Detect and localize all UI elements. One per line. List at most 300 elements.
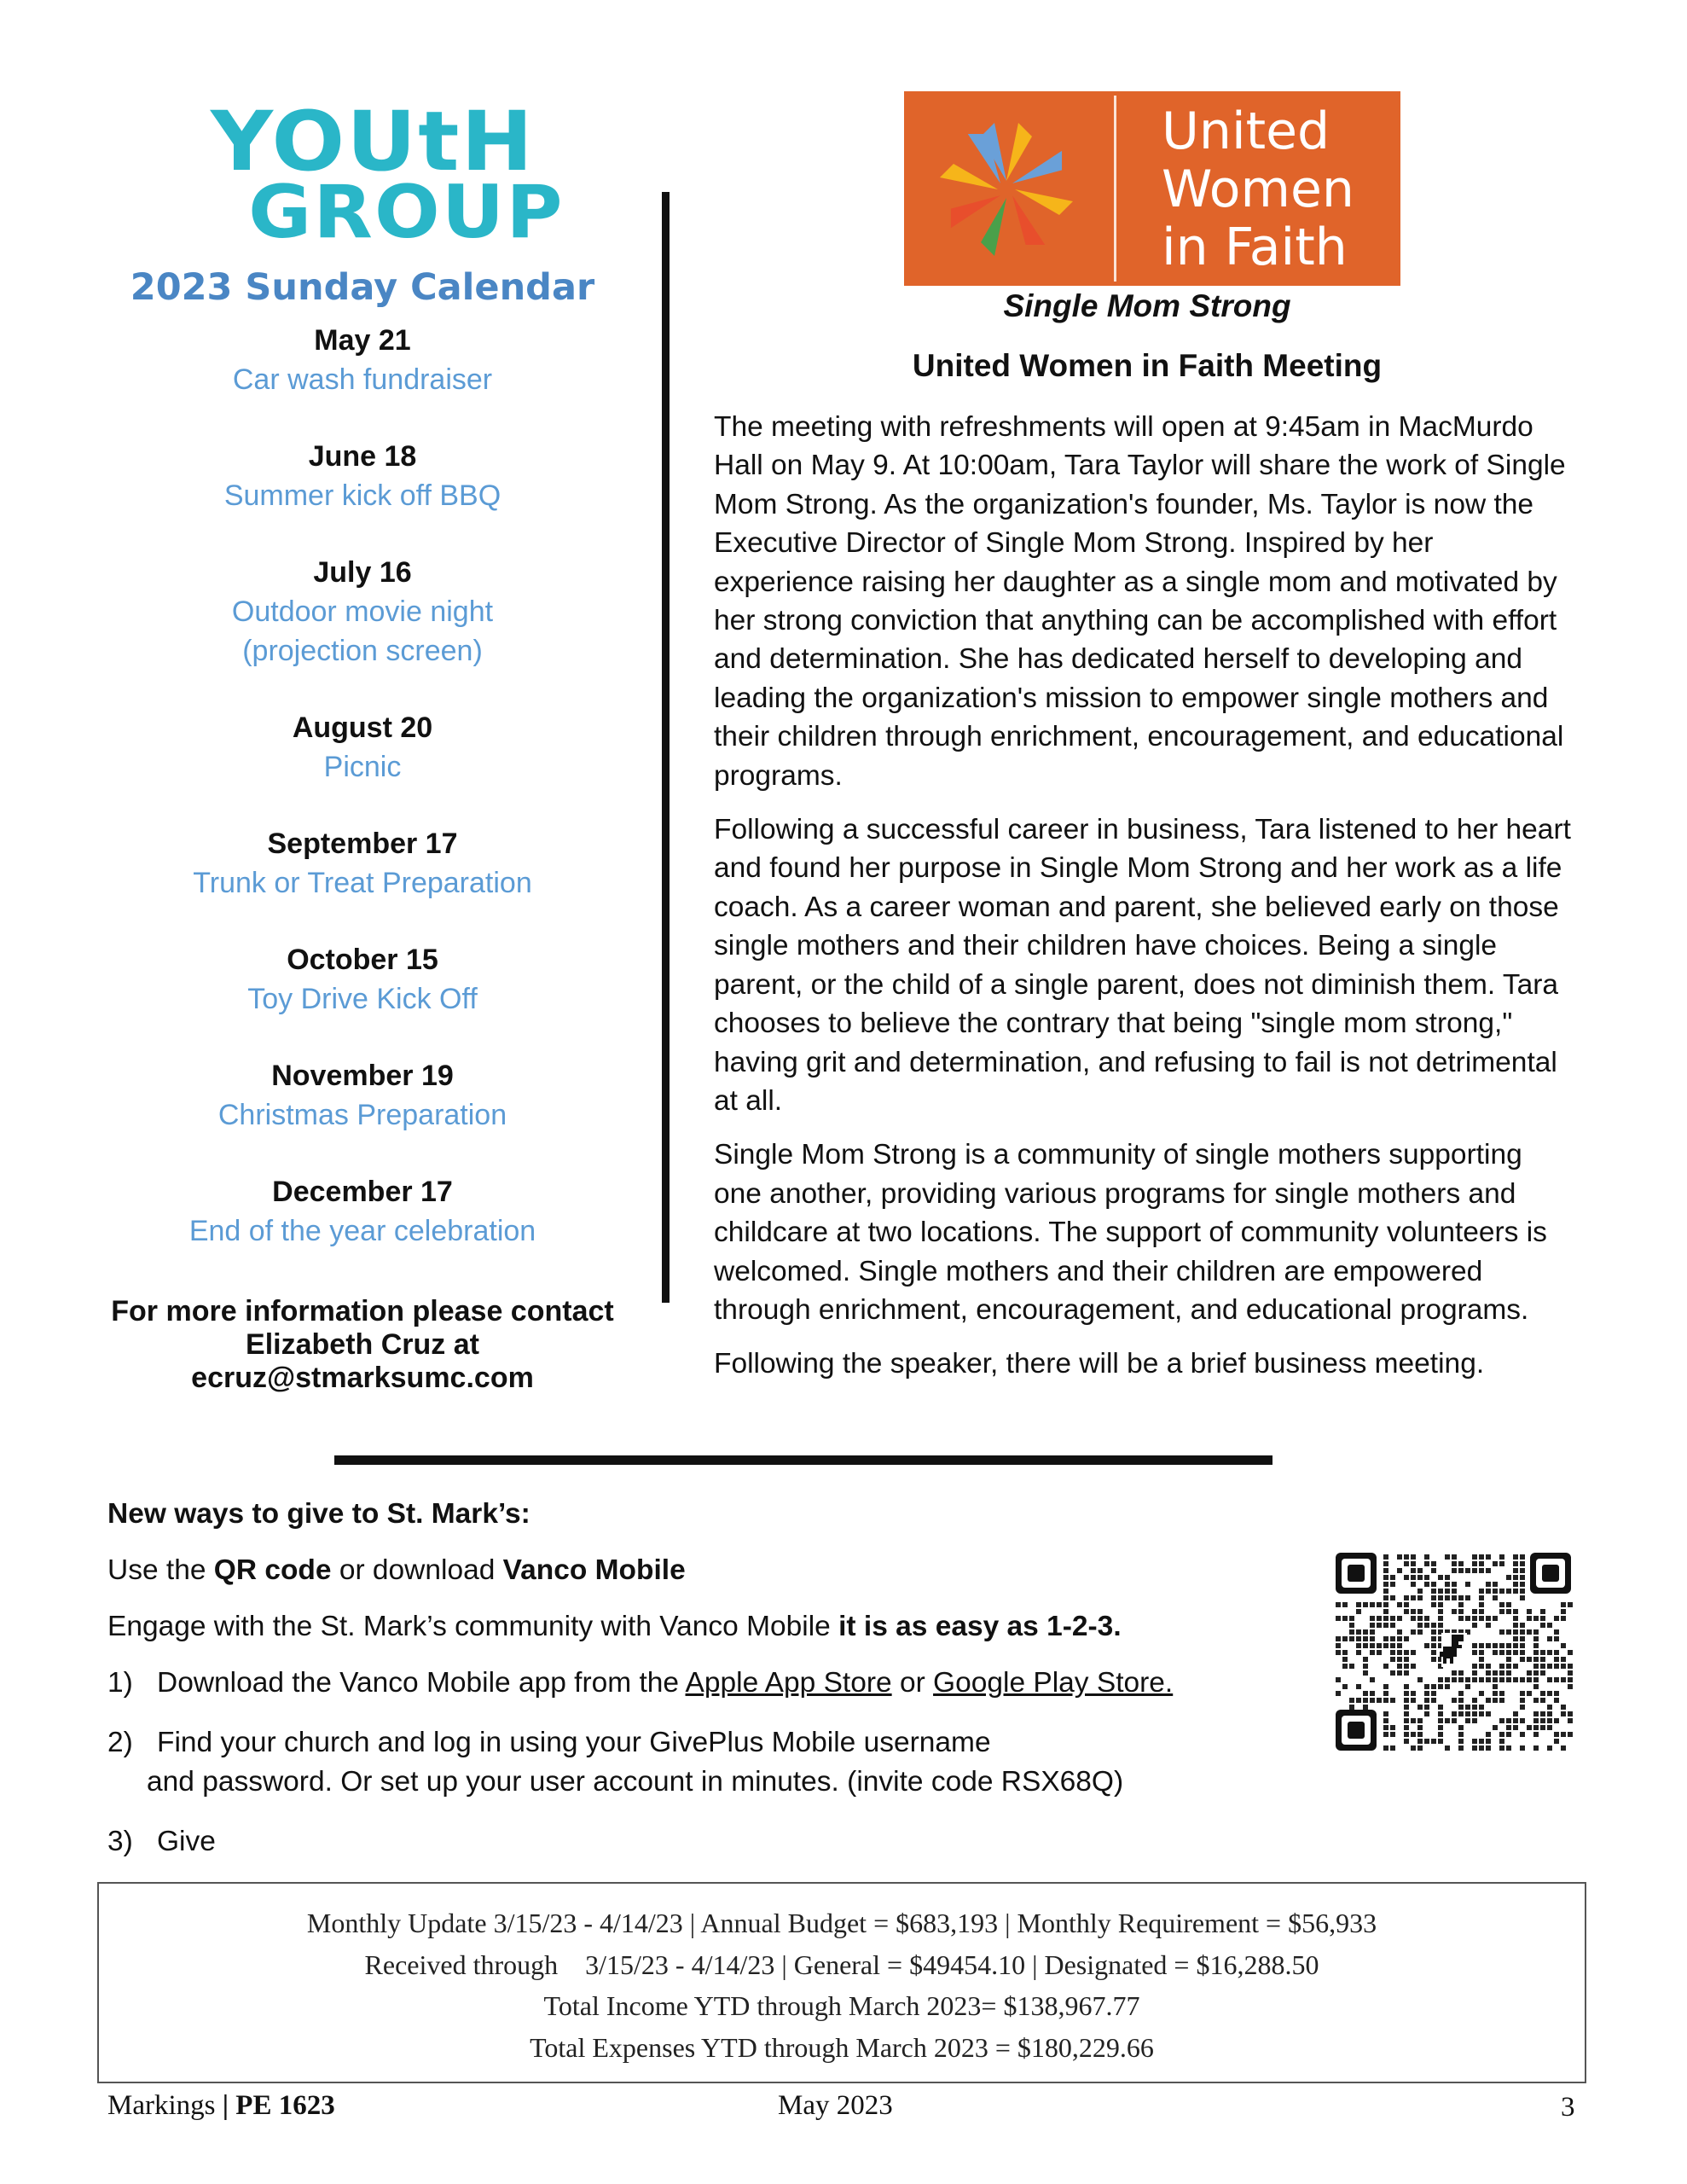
qr-module [1520, 1589, 1525, 1594]
giving-step-3 [107, 1822, 216, 1862]
qr-module [1404, 1595, 1409, 1600]
qr-module [1390, 1725, 1395, 1730]
qr-module [1472, 1670, 1477, 1676]
qr-module [1431, 1691, 1436, 1696]
qr-module [1486, 1623, 1491, 1628]
qr-module [1533, 1643, 1539, 1648]
text: Download the Vanco Mobile app from the [157, 1667, 686, 1699]
qr-module [1452, 1609, 1457, 1614]
qr-module [1486, 1739, 1491, 1744]
qr-module [1520, 1595, 1525, 1600]
calendar-date: September 17 [267, 828, 458, 860]
qr-module [1479, 1554, 1484, 1560]
qr-module [1411, 1561, 1416, 1566]
qr-module [1554, 1664, 1559, 1669]
qr-module [1493, 1582, 1498, 1587]
qr-module [1404, 1554, 1409, 1560]
qr-module [1568, 1732, 1573, 1737]
qr-module [1472, 1745, 1477, 1751]
qr-module [1547, 1745, 1552, 1751]
qr-module [1370, 1629, 1375, 1635]
qr-module [1554, 1629, 1559, 1635]
qr-module [1411, 1582, 1416, 1587]
qr-module [1336, 1643, 1341, 1648]
qr-module [1452, 1698, 1457, 1703]
qr-module [1383, 1664, 1388, 1669]
qr-module [1404, 1650, 1409, 1655]
uwf-article [714, 408, 1575, 1399]
qr-code-label: QR code [213, 1554, 332, 1586]
qr-module [1527, 1677, 1532, 1682]
vanco-mobile-label: Vanco Mobile [502, 1554, 686, 1586]
qr-module [1363, 1705, 1368, 1710]
qr-module [1458, 1602, 1464, 1607]
apple-app-store-link[interactable]: Apple App Store [685, 1667, 892, 1699]
qr-module [1506, 1629, 1511, 1635]
qr-module [1424, 1561, 1429, 1566]
qr-module [1417, 1623, 1423, 1628]
qr-module [1506, 1657, 1511, 1662]
qr-module [1411, 1718, 1416, 1723]
qr-module [1479, 1705, 1484, 1710]
qr-module [1472, 1568, 1477, 1573]
qr-module [1479, 1602, 1484, 1607]
qr-module [1349, 1636, 1354, 1641]
qr-module [1383, 1602, 1388, 1607]
qr-module [1383, 1609, 1388, 1614]
qr-module [1486, 1568, 1491, 1573]
qr-module [1349, 1623, 1354, 1628]
qr-module [1493, 1684, 1498, 1689]
qr-module [1520, 1691, 1525, 1696]
qr-module [1404, 1711, 1409, 1716]
qr-module [1479, 1589, 1484, 1594]
qr-module [1397, 1657, 1402, 1662]
qr-module [1506, 1725, 1511, 1730]
qr-module [1499, 1602, 1504, 1607]
qr-module [1356, 1698, 1361, 1703]
qr-module [1561, 1677, 1566, 1682]
qr-module [1458, 1595, 1464, 1600]
qr-module [1533, 1629, 1539, 1635]
qr-module [1397, 1650, 1402, 1655]
qr-module [1513, 1643, 1518, 1648]
qr-module [1431, 1698, 1436, 1703]
qr-module [1431, 1602, 1436, 1607]
calendar-date: May 21 [314, 324, 411, 357]
calendar-item [0, 824, 725, 903]
qr-module [1520, 1698, 1525, 1703]
qr-module [1554, 1650, 1559, 1655]
qr-module [1540, 1650, 1545, 1655]
qr-module [1383, 1745, 1388, 1751]
qr-module [1438, 1677, 1443, 1682]
qr-module [1486, 1677, 1491, 1682]
qr-module [1540, 1623, 1545, 1628]
qr-module [1404, 1670, 1409, 1676]
qr-module [1520, 1745, 1525, 1751]
qr-module [1568, 1718, 1573, 1723]
qr-module [1479, 1561, 1484, 1566]
uwf-heading: United Women in Faith Meeting [912, 348, 1383, 383]
qr-module [1458, 1691, 1464, 1696]
qr-module [1540, 1664, 1545, 1669]
qr-module [1499, 1643, 1504, 1648]
calendar-list [0, 321, 725, 1288]
contact-name: Elizabeth Cruz at [246, 1328, 479, 1361]
uwf-logo-line: United [1162, 102, 1330, 161]
qr-module [1533, 1745, 1539, 1751]
qr-module [1336, 1616, 1341, 1621]
qr-module [1554, 1657, 1559, 1662]
page-number: 3 [1561, 2092, 1575, 2123]
qr-module [1383, 1636, 1388, 1641]
qr-module [1438, 1616, 1443, 1621]
qr-module [1424, 1711, 1429, 1716]
footer-publication [107, 2090, 335, 2122]
qr-module [1513, 1554, 1518, 1560]
qr-code-icon[interactable] [1332, 1551, 1574, 1756]
google-play-store-link[interactable]: Google Play Store. [933, 1667, 1174, 1699]
qr-module [1506, 1609, 1511, 1614]
qr-module [1472, 1677, 1477, 1682]
qr-module [1513, 1575, 1518, 1580]
qr-module [1499, 1732, 1504, 1737]
qr-module [1472, 1711, 1477, 1716]
qr-module [1349, 1664, 1354, 1669]
qr-module [1349, 1616, 1354, 1621]
qr-module [1342, 1602, 1348, 1607]
qr-module [1506, 1670, 1511, 1676]
qr-module [1513, 1677, 1518, 1682]
qr-module [1554, 1616, 1559, 1621]
qr-module [1438, 1589, 1443, 1594]
qr-module [1363, 1643, 1368, 1648]
qr-module [1506, 1745, 1511, 1751]
qr-module [1349, 1698, 1354, 1703]
qr-module [1547, 1718, 1552, 1723]
qr-module [1397, 1568, 1402, 1573]
qr-module [1390, 1636, 1395, 1641]
qr-module [1417, 1745, 1423, 1751]
qr-module [1390, 1623, 1395, 1628]
calendar-item [0, 321, 725, 399]
qr-module [1370, 1623, 1375, 1628]
qr-module [1424, 1705, 1429, 1710]
qr-module [1397, 1636, 1402, 1641]
qr-module [1499, 1745, 1504, 1751]
qr-module [1499, 1609, 1504, 1614]
qr-module [1383, 1595, 1388, 1600]
qr-module [1390, 1670, 1395, 1676]
calendar-event: Summer kick off BBQ [223, 479, 501, 512]
qr-module [1479, 1568, 1484, 1573]
qr-module [1452, 1670, 1457, 1676]
qr-module [1472, 1698, 1477, 1703]
article-paragraph: Following the speaker, there will be a brief business meeting. [714, 1348, 1485, 1380]
qr-module [1417, 1725, 1423, 1730]
qr-module [1568, 1677, 1573, 1682]
qr-module [1431, 1643, 1436, 1648]
qr-module [1370, 1677, 1375, 1682]
qr-module [1513, 1582, 1518, 1587]
qr-module [1513, 1636, 1518, 1641]
text: or [891, 1667, 934, 1699]
qr-module [1417, 1609, 1423, 1614]
qr-module [1554, 1698, 1559, 1703]
qr-module [1445, 1582, 1450, 1587]
giving-step-2-cont: and password. Or set up your user account in minutes. (invite code RSX68Q) [147, 1766, 1124, 1798]
qr-module [1465, 1568, 1470, 1573]
text: Give [157, 1826, 216, 1857]
qr-module [1547, 1725, 1552, 1730]
summary-line: Total Income YTD through March 2023= $138,967.77 [543, 1990, 1140, 2021]
qr-module [1554, 1636, 1559, 1641]
qr-module [1520, 1636, 1525, 1641]
qr-module [1540, 1670, 1545, 1676]
qr-module [1458, 1677, 1464, 1682]
qr-module [1342, 1650, 1348, 1655]
qr-module [1383, 1554, 1388, 1560]
qr-module [1424, 1623, 1429, 1628]
qr-module [1513, 1718, 1518, 1723]
qr-module [1370, 1643, 1375, 1648]
qr-module [1540, 1698, 1545, 1703]
qr-module [1568, 1664, 1573, 1669]
qr-module [1533, 1664, 1539, 1669]
qr-module [1554, 1739, 1559, 1744]
qr-module [1431, 1623, 1436, 1628]
qr-module [1520, 1629, 1525, 1635]
qr-module [1404, 1664, 1409, 1669]
qr-module [1336, 1677, 1341, 1682]
qr-module [1383, 1711, 1388, 1716]
qr-module [1554, 1677, 1559, 1682]
qr-module [1547, 1664, 1552, 1669]
qr-module [1527, 1629, 1532, 1635]
summary-line: Monthly Update 3/15/23 - 4/14/23 | Annual Budget = $683,193 | Monthly Requirement = $56,933 [306, 1908, 1377, 1938]
qr-module [1452, 1589, 1457, 1594]
qr-module [1404, 1636, 1409, 1641]
qr-module [1336, 1691, 1341, 1696]
giving-step-1 [107, 1664, 1173, 1703]
qr-module [1547, 1677, 1552, 1682]
qr-module [1363, 1670, 1368, 1676]
qr-module [1438, 1595, 1443, 1600]
qr-module [1390, 1582, 1395, 1587]
qr-module [1431, 1629, 1436, 1635]
qr-module [1424, 1575, 1429, 1580]
qr-module [1342, 1664, 1348, 1669]
qr-module [1479, 1664, 1484, 1669]
qr-module [1445, 1575, 1450, 1580]
qr-module [1411, 1650, 1416, 1655]
qr-module [1499, 1650, 1504, 1655]
calendar-item [0, 1056, 725, 1135]
step-number: 3) [107, 1826, 133, 1857]
qr-module [1561, 1609, 1566, 1614]
section-divider [334, 1455, 1272, 1465]
logo-line-youth: YOUtH [210, 94, 535, 189]
qr-module [1486, 1664, 1491, 1669]
qr-module [1424, 1554, 1429, 1560]
qr-module [1363, 1629, 1368, 1635]
step-number: 2) [107, 1727, 133, 1758]
qr-module [1356, 1643, 1361, 1648]
qr-module [1452, 1595, 1457, 1600]
qr-module [1561, 1643, 1566, 1648]
qr-module [1561, 1664, 1566, 1669]
qr-module [1438, 1732, 1443, 1737]
qr-module [1472, 1561, 1477, 1566]
qr-module [1417, 1589, 1423, 1594]
qr-module [1370, 1691, 1375, 1696]
qr-module [1404, 1691, 1409, 1696]
qr-module [1370, 1698, 1375, 1703]
qr-module [1486, 1589, 1491, 1594]
qr-module [1499, 1691, 1504, 1696]
giving-line-qr [107, 1551, 686, 1590]
giving-line-engage [107, 1607, 1122, 1647]
qr-module [1465, 1595, 1470, 1600]
qr-module [1472, 1554, 1477, 1560]
qr-module [1370, 1650, 1375, 1655]
qr-module [1493, 1595, 1498, 1600]
qr-module [1506, 1589, 1511, 1594]
uwf-logo-line: Women [1162, 160, 1354, 219]
step-number: 1) [107, 1667, 133, 1699]
qr-module [1506, 1664, 1511, 1669]
qr-module [1479, 1616, 1484, 1621]
qr-module [1499, 1589, 1504, 1594]
qr-module [1520, 1623, 1525, 1628]
qr-module [1493, 1616, 1498, 1621]
qr-module [1342, 1616, 1348, 1621]
qr-module [1506, 1718, 1511, 1723]
qr-module [1438, 1684, 1443, 1689]
qr-module [1499, 1629, 1504, 1635]
qr-module [1438, 1739, 1443, 1744]
qr-module [1342, 1636, 1348, 1641]
qr-module [1438, 1575, 1443, 1580]
qr-module [1370, 1636, 1375, 1641]
qr-module [1513, 1711, 1518, 1716]
qr-module [1527, 1657, 1532, 1662]
qr-module [1479, 1650, 1484, 1655]
qr-module [1431, 1582, 1436, 1587]
article-paragraph: Single Mom Strong is a community of single mothers supporting one another, providing various programs for single mothers and childcare at two locations. The support of community volunteers is welcomed. Single mothers and their children are empowered through enrichment, encouragement, and educational programs. [714, 1139, 1547, 1326]
qr-module [1390, 1643, 1395, 1648]
qr-module [1363, 1691, 1368, 1696]
qr-module [1513, 1664, 1518, 1669]
qr-module [1445, 1718, 1450, 1723]
qr-module [1554, 1691, 1559, 1696]
giving-step-2 [107, 1723, 991, 1763]
qr-module [1452, 1677, 1457, 1682]
qr-module [1472, 1643, 1477, 1648]
qr-module [1458, 1568, 1464, 1573]
giving-title: New ways to give to St. Mark’s: [107, 1498, 530, 1530]
qr-module [1499, 1561, 1504, 1566]
qr-module [1458, 1609, 1464, 1614]
qr-module [1520, 1561, 1525, 1566]
contact-line: For more information please contact [111, 1295, 614, 1327]
qr-module [1404, 1575, 1409, 1580]
qr-module [1383, 1582, 1388, 1587]
contact-info [85, 1295, 640, 1395]
qr-module [1377, 1602, 1382, 1607]
column-divider [662, 192, 670, 1303]
qr-module [1452, 1561, 1457, 1566]
qr-module [1404, 1705, 1409, 1710]
qr-module [1458, 1732, 1464, 1737]
qr-module [1458, 1745, 1464, 1751]
qr-module [1411, 1616, 1416, 1621]
qr-module [1533, 1684, 1539, 1689]
qr-module [1547, 1705, 1552, 1710]
qr-module [1547, 1623, 1552, 1628]
qr-module [1452, 1711, 1457, 1716]
qr-module [1424, 1616, 1429, 1621]
qr-module [1458, 1725, 1464, 1730]
qr-module [1431, 1595, 1436, 1600]
qr-module [1445, 1595, 1450, 1600]
qr-module [1506, 1602, 1511, 1607]
calendar-date: June 18 [308, 440, 417, 473]
qr-module [1404, 1657, 1409, 1662]
qr-module [1336, 1650, 1341, 1655]
qr-module [1540, 1725, 1545, 1730]
qr-module [1452, 1568, 1457, 1573]
qr-module [1411, 1568, 1416, 1573]
qr-module [1527, 1691, 1532, 1696]
qr-module [1417, 1568, 1423, 1573]
qr-module [1411, 1575, 1416, 1580]
qr-module [1404, 1609, 1409, 1614]
qr-module [1377, 1698, 1382, 1703]
qr-module [1424, 1739, 1429, 1744]
qr-module [1479, 1609, 1484, 1614]
qr-module [1472, 1650, 1477, 1655]
qr-module [1390, 1657, 1395, 1662]
qr-module [1390, 1650, 1395, 1655]
qr-module [1472, 1623, 1477, 1628]
qr-module [1438, 1705, 1443, 1710]
qr-module [1472, 1718, 1477, 1723]
article-paragraph: Following a successful career in business, Tara listened to her heart and found her purpose in Single Mom Strong and her work as a life coach. As a career woman and parent, she believed early on those single mothers and their children have choices. Being a single parent, or the child of a single parent, does not diminish them. Tara chooses to believe the contrary that being "single mom strong," having grit and determination, and refusing to fail is not detrimental at all. [714, 814, 1571, 1117]
qr-module [1431, 1684, 1436, 1689]
qr-module [1417, 1575, 1423, 1580]
qr-module [1342, 1657, 1348, 1662]
qr-module [1472, 1705, 1477, 1710]
calendar-item [0, 708, 725, 787]
qr-module [1383, 1616, 1388, 1621]
qr-module [1493, 1650, 1498, 1655]
qr-module [1561, 1657, 1566, 1662]
qr-module [1493, 1643, 1498, 1648]
qr-module [1377, 1643, 1382, 1648]
qr-module [1486, 1698, 1491, 1703]
uwf-logo-line: in Faith [1162, 218, 1348, 277]
qr-module [1417, 1629, 1423, 1635]
contact-email[interactable]: ecruz@stmarksumc.com [191, 1362, 534, 1394]
issue-number: PE 1623 [235, 2090, 335, 2121]
qr-module [1452, 1582, 1457, 1587]
qr-module [1383, 1684, 1388, 1689]
footer-separator: | [222, 2090, 229, 2121]
qr-module [1445, 1684, 1450, 1689]
qr-module [1404, 1739, 1409, 1744]
